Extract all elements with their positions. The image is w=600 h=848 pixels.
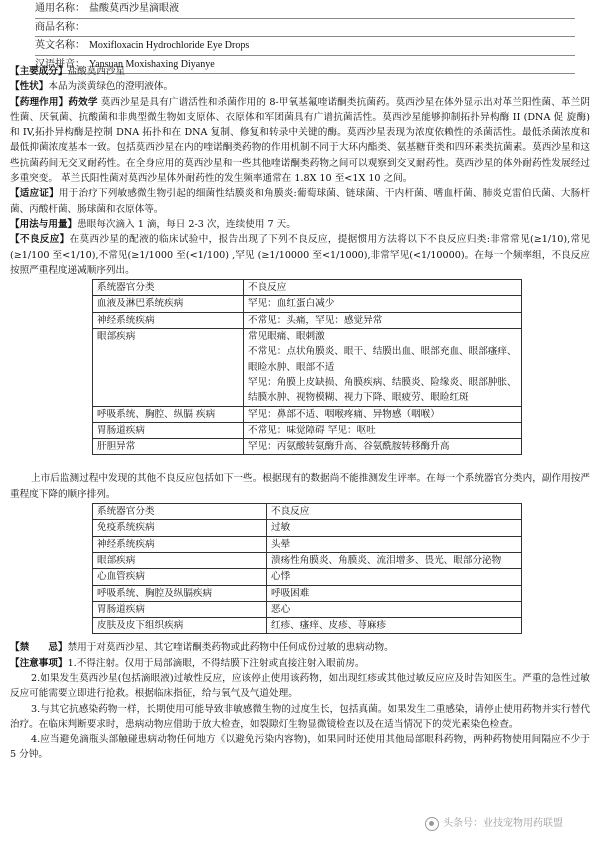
section-precautions — [10, 656, 590, 671]
table-row — [93, 618, 522, 634]
table-row — [93, 536, 522, 552]
header-label: 通用名称： — [35, 3, 85, 14]
organ-cell: 胃肠道疾病 — [93, 422, 244, 438]
reaction-cell — [244, 296, 522, 312]
section-contraindications — [10, 640, 590, 655]
organ-cell: 免疫系统疾病 — [93, 520, 267, 536]
section-title: 【药理作用】 — [10, 96, 69, 108]
table-row — [93, 406, 522, 422]
reaction-cell — [244, 312, 522, 328]
section-postmarket: 上市后监测过程中发现的其他不良反应包括如下一些。根据现有的数据尚不能推测发生评率。在每一个系统器官分类内，副作用按严重程度下降的顺序排列。 — [10, 473, 590, 500]
section-dosage — [10, 217, 590, 232]
adverse-reactions-table — [92, 279, 522, 455]
section-title: 【性状】 — [10, 81, 49, 93]
section-text: 用于治疗下列敏感微生物引起的细菌性结膜炎和角膜炎:葡萄球菌、链球菌、干内杆菌、嗜血杆菌、肺炎克雷伯氏菌、大肠杆菌、丙酸杆菌、肠球菌和衣原体等。 — [10, 188, 591, 215]
reaction-line: 罕见：血红蛋白减少 — [248, 298, 335, 310]
reaction-cell: 过敏 — [267, 520, 522, 536]
section-title: 【主要成分】 — [10, 66, 68, 77]
section-text: 患眼每次滴入 1 滴，每日 2-3 次，连续使用 7 天。 — [77, 218, 296, 230]
organ-cell: 神经系统疾病 — [93, 536, 267, 552]
watermark — [425, 816, 563, 831]
organ-cell: 神经系统疾病 — [93, 312, 244, 328]
table-row — [93, 569, 522, 585]
table-header-row — [93, 280, 522, 296]
header-value: Yansuan Moxishaxing Diyanye — [89, 58, 215, 70]
watermark-text: 头条号：业技宠物用药联盟 — [443, 818, 563, 829]
header-label: 英文名称： — [35, 40, 85, 52]
precaution-item: 2.如果发生莫西沙星(包括滴眼液)过敏性反应，应该停止使用该药物，如出现红疹或其他过敏反应应及时告知医生。严重的急性过敏反应可能需要立即进行抢救。根据临床指征，给与氧气及气道处理。 — [10, 672, 590, 700]
reaction-line: 罕见：鼻部不适、咽喉疼痛、异物感（咽喉） — [248, 408, 440, 420]
table-row — [93, 585, 522, 601]
section-text: 盐酸莫西沙星 — [67, 66, 126, 77]
organ-cell: 胃肠道疾病 — [93, 601, 267, 617]
section-title: 【禁 忌】 — [10, 642, 68, 654]
organ-cell: 眼部疾病 — [93, 329, 244, 406]
header-row-trade-name — [35, 19, 575, 38]
table-row — [93, 422, 522, 438]
section-text: 本品为淡黄绿色的澄明液体。 — [48, 81, 174, 93]
section-text: 莫西沙星是具有广谱活性和杀菌作用的 8-甲氧基氟喹诺酮类抗菌药。莫西沙星在体外显示出对革兰阳性菌、革兰阴性菌、厌氧菌、抗酸菌和非典型微生物如支原体、衣原体和军团菌具有广谱抗菌活性。莫西沙星能够抑制拓扑异构酶 II (DNA 促 旋酶) 和 IV,拓扑异构酶是控制 DNA 拓扑和在 DNA 复制、修复和转录中关键的酶。莫西沙星表现为浓度依赖性的杀菌活性。最低杀菌浓度和最低抑菌浓度基本一致。包括莫西沙星在内的喹诺酮类药物的作用机制不同于大环内酯类、氨基糖苷类和四环素类抗菌素。莫西沙星和这些抗菌药间无交叉耐药性。在全身应用的莫西沙星和一些其他喹诺酮类药物之间可以观察到交叉耐药性。莫西沙星的体外耐药性发展经过多重突变。 革兰氏阳性菌对莫西沙星体外耐药性的发生频率通常在 1.8X 10 至<1X 10 之间。 — [10, 96, 590, 185]
organ-cell: 肝胆异常 — [93, 439, 244, 455]
table-row — [93, 329, 522, 406]
table-header-cell: 不良反应 — [267, 504, 522, 520]
reaction-cell: 呼吸困难 — [267, 585, 522, 601]
organ-cell: 皮肤及皮下组织疾病 — [93, 618, 267, 634]
reaction-cell — [244, 439, 522, 455]
reaction-line: 罕见：角膜上皮缺损、角膜疾病、结膜炎、险缘炎、眼部肿胀、结膜水肿、视物模糊、视力下降、眼疲劳、眼睑红斑 — [248, 376, 517, 404]
header-row-generic-name — [35, 0, 575, 19]
section-ingredients — [10, 64, 590, 79]
table-row — [93, 296, 522, 312]
precaution-item: 4.应当避免滴瓶头部触碰患病动物任何地方《以避免污染内容物)，如果同时还使用其他局部眼科药物，两种药物使用间隔应不少于 5 分钟。 — [10, 734, 590, 761]
reaction-cell — [244, 329, 522, 406]
section-subtitle: 药效学 — [68, 96, 98, 108]
organ-cell: 呼吸系统、胸腔及纵膈疾病 — [93, 585, 267, 601]
reaction-cell — [244, 422, 522, 438]
header-value: 盐酸莫西沙星滴眼液 — [89, 3, 179, 14]
section-title: 【不良反应】 — [10, 234, 70, 246]
organ-cell: 心血管疾病 — [93, 569, 267, 585]
table-header-cell: 不良反应 — [244, 280, 522, 296]
reaction-cell — [244, 406, 522, 422]
watermark-logo-icon — [425, 817, 439, 831]
table-row — [93, 601, 522, 617]
section-text: 在莫西沙星的配液的临床试验中，报告出现了下列不良反应，提据惯用方法将以下不良反应归类:非常常见(≥1/10),常见(≥1/100 至<1/10),不常见(≥1/1000 至(<1/100) ,罕见 (≥1/10000 至<1/1000),非常罕见(<1/10000)。在每一个频率组，不良反应按照严重程度递减顺序列出。 — [10, 234, 590, 276]
reaction-cell: 心悸 — [267, 569, 522, 585]
table-row — [93, 520, 522, 536]
reaction-line: 不常见：点状角膜炎、眼干、结膜出血、眼部充血、眼部瘙痒、眼睑水肿、眼部不适 — [248, 346, 517, 373]
organ-cell: 血液及淋巴系统疾病 — [93, 296, 244, 312]
header-value: Moxifloxacin Hydrochloride Eye Drops — [89, 40, 250, 52]
organ-cell: 呼吸系统、胸腔、纵膈 疾病 — [93, 406, 244, 422]
postmarket-reactions-table — [92, 503, 522, 634]
reaction-line: 罕见：丙氨酸转氨酶升高、谷氨酰胺转移酶升高 — [248, 441, 450, 453]
section-text: 禁用于对莫西沙星、其它喹诺酮类药物或此药物中任何成份过敏的患病动物。 — [67, 642, 394, 654]
header-label: 商品名称： — [35, 21, 85, 33]
document-body — [10, 64, 590, 763]
table-header-cell: 系统器官分类 — [93, 504, 267, 520]
reaction-cell: 溃疡性角膜炎、角膜炎、流泪增多、畏光、眼部分泌物 — [267, 552, 522, 568]
section-title: 【用法与用量】 — [10, 218, 78, 230]
reaction-cell: 红疹、瘙痒、皮疹、荨麻疹 — [267, 618, 522, 634]
table-row — [93, 552, 522, 568]
header-value — [89, 19, 575, 37]
table-row — [93, 439, 522, 455]
section-title: 【注意事项】 — [10, 657, 68, 669]
reaction-line: 不常见：味觉障碍 罕见：呕吐 — [248, 424, 376, 436]
table-header-row — [93, 504, 522, 520]
reaction-cell: 头晕 — [267, 536, 522, 552]
table-row — [93, 312, 522, 328]
header-label: 汉语拼音： — [35, 58, 85, 70]
section-properties — [10, 79, 590, 94]
section-pharmacology — [10, 95, 590, 187]
reaction-cell: 恶心 — [267, 601, 522, 617]
reaction-line: 不常见：头痛，罕见：感觉异常 — [248, 314, 383, 326]
precaution-item: 1.不得注射。仅用于局部滴眼，不得结膜下注射或直接注射入眼前房。 — [67, 657, 365, 669]
precaution-item: 3.与其它抗感染药物一样，长期使用可能导致非敏感微生物的过度生长，包括真菌。如果发生二重感染，请停止使用药物并实行替代治疗。在临床判断要求时，患病动物应借助于放大检查，如裂隙灯生物显微镜检查以及在适当情况下的荧光素染色检查。 — [10, 703, 590, 730]
section-indications — [10, 186, 590, 217]
table-header-cell: 系统器官分类 — [93, 280, 244, 296]
section-title: 【适应证】 — [10, 188, 59, 200]
section-adverse-reactions — [10, 232, 590, 278]
reaction-line: 常见眼痛、眼刺激 — [248, 331, 325, 343]
organ-cell: 眼部疾病 — [93, 552, 267, 568]
header-row-english-name — [35, 37, 575, 56]
